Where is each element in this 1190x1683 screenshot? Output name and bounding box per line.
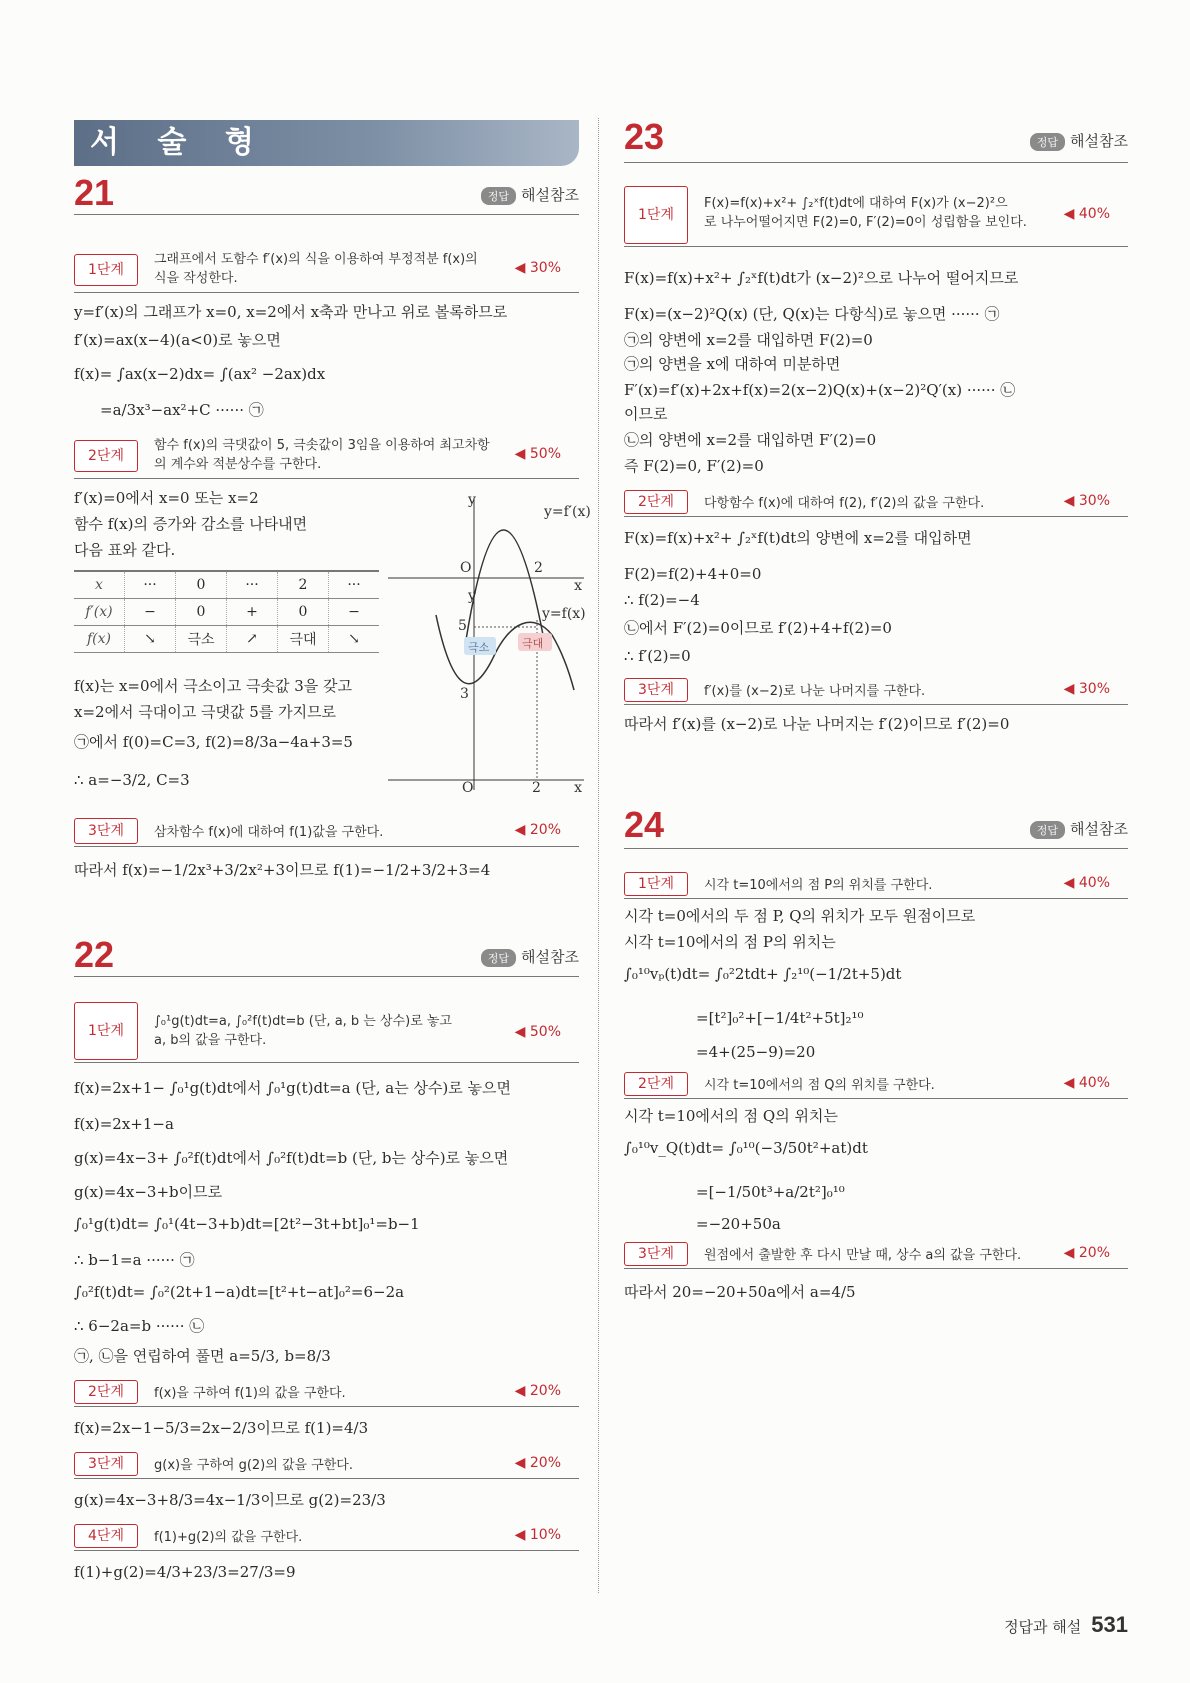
fprime-curve-label: y=f′(x) <box>544 504 591 520</box>
text-line: F′(x)=f′(x)+2x+f(x)=2(x−2)Q(x)+(x−2)²Q′(x) ······ ㉡ <box>624 381 1016 399</box>
table-cell: ↘ <box>125 626 176 653</box>
text-line: ∴ a=−3/2, C=3 <box>74 771 190 789</box>
fprime-curve <box>466 530 544 640</box>
text-line: 이므로 <box>624 405 668 423</box>
text-line: ㉠의 양변에 x=2를 대입하면 F(2)=0 <box>624 331 873 349</box>
min-label: 극소 <box>468 641 490 654</box>
text-line: ∫₀¹g(t)dt= ∫₀¹(4t−3+b)dt=[2t²−3t+bt]₀¹=b−1 <box>74 1215 420 1233</box>
problem-22-number: 22 <box>74 934 115 975</box>
five-label: 5 <box>458 618 467 634</box>
origin-label-2: O <box>462 780 474 796</box>
table-cell: 극소 <box>176 626 227 653</box>
step-desc: 원점에서 출발한 후 다시 만날 때, 상수 a의 값을 구한다. <box>704 1248 1022 1263</box>
table-row <box>74 626 379 653</box>
p24-step-2 <box>624 1072 1128 1099</box>
table-cell: − <box>125 599 176 626</box>
step-tag: 1단계 <box>624 872 688 896</box>
text-line: f(1)+g(2)=4/3+23/3=27/3=9 <box>74 1563 296 1581</box>
table-cell: f′(x) <box>74 599 125 626</box>
step-tag: 1단계 <box>74 254 138 286</box>
step-percent: ◀ 50% <box>514 446 561 462</box>
bottom-x-label: x <box>574 780 582 796</box>
text-line: 즉 F(2)=0, F′(2)=0 <box>624 457 764 475</box>
text-line: ㉠, ㉡을 연립하여 풀면 a=5/3, b=8/3 <box>74 1347 331 1365</box>
text-line: f(x)=2x−1−5/3=2x−2/3이므로 f(1)=4/3 <box>74 1419 369 1437</box>
sign-table <box>74 570 379 653</box>
text-line: =−20+50a <box>696 1215 781 1233</box>
max-label: 극대 <box>522 637 544 650</box>
text-line: ㉠에서 f(0)=C=3, f(2)=8/3a−4a+3=5 <box>74 733 353 751</box>
p24-step-1 <box>624 872 1128 899</box>
p22-step-2 <box>74 1380 579 1407</box>
answer-text: 해설참조 <box>521 948 579 966</box>
rule <box>624 162 1128 163</box>
step-percent: ◀ 30% <box>514 260 561 276</box>
p21-step-3 <box>74 818 579 847</box>
answer-text: 해설참조 <box>1070 132 1128 150</box>
table-cell: − <box>329 599 380 626</box>
step-tag: 1단계 <box>74 1002 138 1060</box>
answer-badge: 정답 <box>481 187 516 205</box>
p22-step-4 <box>74 1524 579 1551</box>
table-cell: + <box>227 599 278 626</box>
origin-label: O <box>460 560 472 576</box>
table-cell: 극대 <box>278 626 329 653</box>
p23-step-1 <box>624 186 1128 247</box>
table-cell: ··· <box>329 571 380 599</box>
text-line: F(x)=f(x)+x²+ ∫₂ˣf(t)dt가 (x−2)²으로 나누어 떨어지므로 <box>624 269 1019 287</box>
answer-badge: 정답 <box>1030 133 1065 151</box>
answer-badge: 정답 <box>1030 821 1065 839</box>
text-line: g(x)=4x−3+b이므로 <box>74 1183 223 1201</box>
text-line: f′(x)=ax(x−4)(a<0)로 놓으면 <box>74 331 281 349</box>
step-desc: ∫₀¹g(t)dt=a, ∫₀²f(t)dt=b (단, a, b 는 상수)로 놓고 a, b의 값을 구한다. <box>154 1014 452 1048</box>
text-line: ∴ 6−2a=b ······ ㉡ <box>74 1317 205 1335</box>
two-label-2: 2 <box>532 780 541 796</box>
text-line: F(x)=f(x)+x²+ ∫₂ˣf(t)dt의 양변에 x=2를 대입하면 <box>624 529 972 547</box>
step-tag: 2단계 <box>624 1072 688 1096</box>
page-footer <box>1004 1612 1128 1638</box>
step-percent: ◀ 40% <box>1063 875 1110 891</box>
text-line: =4+(25−9)=20 <box>696 1043 816 1061</box>
text-line: 시각 t=0에서의 두 점 P, Q의 위치가 모두 원점이므로 <box>624 907 976 925</box>
step-desc: 함수 f(x)의 극댓값이 5, 극솟값이 3임을 이용하여 최고차항 의 계수와 적분상수를 구한다. <box>154 438 490 472</box>
problem-23-number: 23 <box>624 116 665 157</box>
text-line: F(x)=(x−2)²Q(x) (단, Q(x)는 다항식)로 놓으면 ······ ㉠ <box>624 305 1000 323</box>
text-line: 함수 f(x)의 증가와 감소를 나타내면 <box>74 515 308 533</box>
table-cell: x <box>74 571 125 599</box>
text-line: 따라서 20=−20+50a에서 a=4/5 <box>624 1283 856 1301</box>
table-row <box>74 599 379 626</box>
text-line: ㉡에서 F′(2)=0이므로 f′(2)+4+f(2)=0 <box>624 619 892 637</box>
text-line: =[−1/50t³+a/2t²]₀¹⁰ <box>696 1183 845 1201</box>
text-line: ∫₀¹⁰vₚ(t)dt= ∫₀²2tdt+ ∫₂¹⁰(−1/2t+5)dt <box>624 965 902 983</box>
step-tag: 2단계 <box>624 490 688 514</box>
text-line: ∴ f′(2)=0 <box>624 647 691 665</box>
step-tag: 3단계 <box>74 818 138 844</box>
table-cell: f(x) <box>74 626 125 653</box>
text-line: ∫₀¹⁰v_Q(t)dt= ∫₀¹⁰(−3/50t²+at)dt <box>624 1139 868 1157</box>
text-line: 시각 t=10에서의 점 P의 위치는 <box>624 933 836 951</box>
text-line: ∴ b−1=a ······ ㉠ <box>74 1251 195 1269</box>
table-cell: 0 <box>176 571 227 599</box>
text-line: g(x)=4x−3+8/3=4x−1/3이므로 g(2)=23/3 <box>74 1491 386 1509</box>
table-cell: ··· <box>125 571 176 599</box>
step-percent: ◀ 20% <box>1063 1245 1110 1261</box>
step-tag: 3단계 <box>74 1452 138 1476</box>
step-percent: ◀ 20% <box>514 1455 561 1471</box>
p21-step-2 <box>74 434 579 479</box>
footer-label: 정답과 해설 <box>1004 1618 1082 1636</box>
text-line: g(x)=4x−3+ ∫₀²f(t)dt에서 ∫₀²f(t)dt=b (단, b는 상수)로 놓으면 <box>74 1149 509 1167</box>
step-desc: 삼차함수 f(x)에 대하여 f(1)값을 구한다. <box>154 825 384 840</box>
table-cell: ↘ <box>329 626 380 653</box>
table-cell: ··· <box>227 571 278 599</box>
text-line: y=f′(x)의 그래프가 x=0, x=2에서 x축과 만나고 위로 볼록하므로 <box>74 303 508 321</box>
three-label: 3 <box>460 686 469 702</box>
step-desc: f(x)을 구하여 f(1)의 값을 구한다. <box>154 1386 346 1401</box>
step-tag: 2단계 <box>74 440 138 472</box>
step-percent: ◀ 30% <box>1063 493 1110 509</box>
step-percent: ◀ 20% <box>514 822 561 838</box>
p21-graphs <box>384 490 591 800</box>
step-percent: ◀ 40% <box>1063 1075 1110 1091</box>
column-divider <box>598 118 599 1593</box>
step-desc: g(x)을 구하여 g(2)의 값을 구한다. <box>154 1458 353 1473</box>
table-row <box>74 571 379 599</box>
p24-step-3 <box>624 1242 1128 1269</box>
text-line: x=2에서 극대이고 극댓값 5를 가지므로 <box>74 703 337 721</box>
step-tag: 2단계 <box>74 1380 138 1404</box>
problem-21-number: 21 <box>74 172 115 213</box>
step-desc: 시각 t=10에서의 점 Q의 위치를 구한다. <box>704 1078 935 1093</box>
section-banner: 서 술 형 <box>74 120 579 166</box>
text-line: =[t²]₀²+[−1/4t²+5t]₂¹⁰ <box>696 1009 864 1027</box>
text-line: 따라서 f′(x)를 (x−2)로 나눈 나머지는 f′(2)이므로 f′(2)=0 <box>624 715 1010 733</box>
text-line: f(x)=2x+1− ∫₀¹g(t)dt에서 ∫₀¹g(t)dt=a (단, a는 상수)로 놓으면 <box>74 1079 512 1097</box>
problem-23-answer-ref <box>1030 130 1128 151</box>
step-desc: 그래프에서 도함수 f′(x)의 식을 이용하여 부정적분 f(x)의 식을 작성한다. <box>154 252 478 286</box>
step-tag: 1단계 <box>624 186 688 244</box>
top-y-label: y <box>468 492 476 508</box>
step-percent: ◀ 50% <box>514 1024 561 1040</box>
step-percent: ◀ 30% <box>1063 681 1110 697</box>
top-x-label: x <box>574 578 582 594</box>
text-line: F(2)=f(2)+4+0=0 <box>624 565 762 583</box>
text-line: ㉠의 양변을 x에 대하여 미분하면 <box>624 355 841 373</box>
step-percent: ◀ 10% <box>514 1527 561 1543</box>
f-curve-label: y=f(x) <box>542 606 586 622</box>
text-line: 시각 t=10에서의 점 Q의 위치는 <box>624 1107 838 1125</box>
p22-step-3 <box>74 1452 579 1479</box>
table-cell: 2 <box>278 571 329 599</box>
text-line: f(x)=2x+1−a <box>74 1115 174 1133</box>
step-tag: 4단계 <box>74 1524 138 1548</box>
p23-step-2 <box>624 490 1128 517</box>
page-number: 531 <box>1091 1612 1128 1637</box>
step-desc: 시각 t=10에서의 점 P의 위치를 구한다. <box>704 878 933 893</box>
table-cell: ↗ <box>227 626 278 653</box>
rule <box>74 214 579 215</box>
problem-22-answer-ref <box>481 946 579 967</box>
step-desc: f′(x)를 (x−2)로 나눈 나머지를 구한다. <box>704 684 926 699</box>
step-tag: 3단계 <box>624 1242 688 1266</box>
table-cell: 0 <box>176 599 227 626</box>
text-line: 다음 표와 같다. <box>74 541 176 559</box>
rule <box>624 848 1128 849</box>
step-desc: 다항함수 f(x)에 대하여 f(2), f′(2)의 값을 구한다. <box>704 496 985 511</box>
text-line: f(x)는 x=0에서 극소이고 극솟값 3을 갖고 <box>74 677 353 695</box>
step-desc: F(x)=f(x)+x²+ ∫₂ˣf(t)dt에 대하여 F(x)가 (x−2)²으 로 나누어떨어지면 F(2)=0, F′(2)=0이 성립함을 보인다. <box>704 196 1027 230</box>
text-line: ∴ f(2)=−4 <box>624 591 700 609</box>
problem-21-answer-ref <box>481 184 579 205</box>
text-line: f′(x)=0에서 x=0 또는 x=2 <box>74 489 259 507</box>
step-percent: ◀ 40% <box>1063 206 1110 222</box>
text-line: ㉡의 양변에 x=2를 대입하면 F′(2)=0 <box>624 431 877 449</box>
step-desc: f(1)+g(2)의 값을 구한다. <box>154 1530 303 1545</box>
p23-step-3 <box>624 678 1128 705</box>
problem-24-answer-ref <box>1030 818 1128 839</box>
text-line: ∫₀²f(t)dt= ∫₀²(2t+1−a)dt=[t²+t−at]₀²=6−2a <box>74 1283 405 1301</box>
rule <box>74 976 579 977</box>
two-label: 2 <box>534 560 543 576</box>
answer-text: 해설참조 <box>1070 820 1128 838</box>
text-line: f(x)= ∫ax(x−2)dx= ∫(ax² −2ax)dx <box>74 365 326 383</box>
step-percent: ◀ 20% <box>514 1383 561 1399</box>
step-tag: 3단계 <box>624 678 688 702</box>
p22-step-1 <box>74 1002 579 1063</box>
answer-badge: 정답 <box>481 949 516 967</box>
text-line: 따라서 f(x)=−1/2x³+3/2x²+3이므로 f(1)=−1/2+3/2+3=4 <box>74 861 491 879</box>
bottom-y-label: y <box>468 588 476 604</box>
p21-step-1 <box>74 248 579 293</box>
f-curve <box>436 615 574 690</box>
answer-text: 해설참조 <box>521 186 579 204</box>
table-cell: 0 <box>278 599 329 626</box>
problem-24-number: 24 <box>624 804 665 845</box>
text-line: =a/3x³−ax²+C ······ ㉠ <box>100 401 264 419</box>
